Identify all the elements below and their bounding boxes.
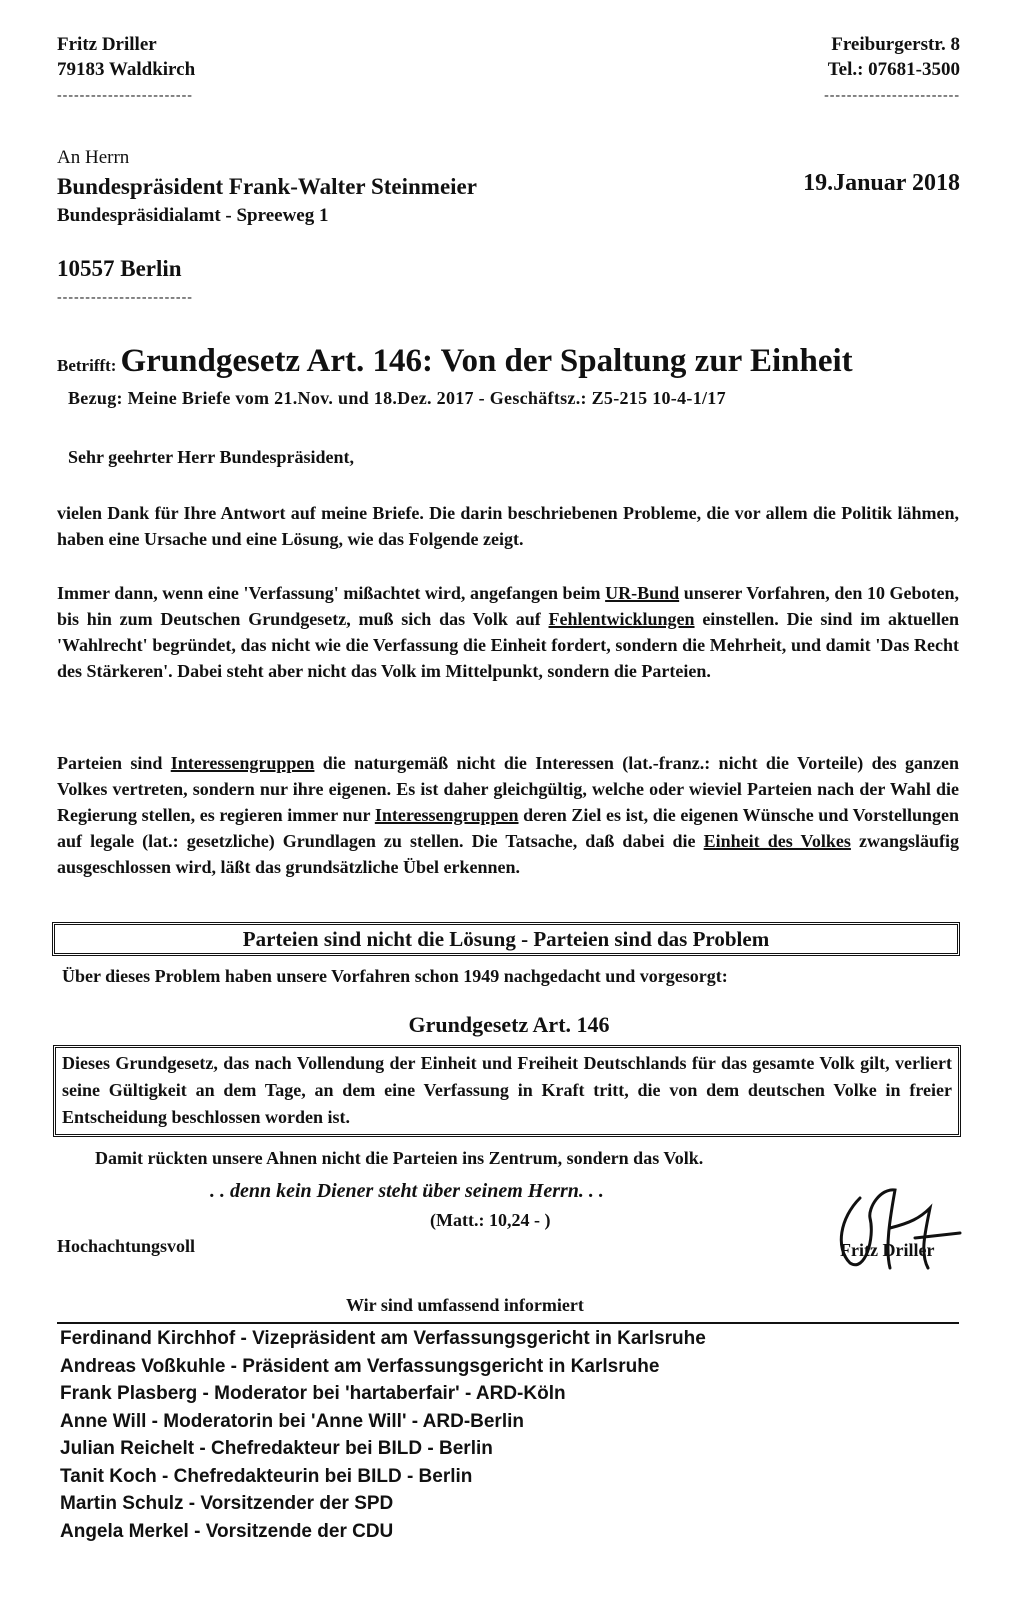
cc-item: Frank Plasberg - Moderator bei 'hartaberfair' - ARD-Köln bbox=[60, 1383, 566, 1404]
statement-box: Parteien sind nicht die Lösung - Parteien sind das Problem bbox=[52, 922, 960, 956]
cc-item: Ferdinand Kirchhof - Vizepräsident am Verfassungsgericht in Karlsruhe bbox=[60, 1328, 706, 1349]
paragraph-3: Parteien sind Interessengruppen die naturgemäß nicht die Interessen (lat.-franz.: nicht die Vorteile) des ganzen Volkes vertreten, sondern nur ihre eigenen. Es ist daher gleichgültig, welche oder wieviel Parteien nach der Wahl die Regierung stellen, es regieren immer nur Interessengruppen deren Ziel es ist, die eigenen Wünsche und Vorstellungen auf legale (lat.: gesetzliche) Grundlagen zu stellen. Die Tatsache, daß dabei die Einheit des Volkes zwangsläufig ausgeschlossen wird, läßt das grundsätzliche Übel erkennen. bbox=[57, 753, 959, 877]
term-recht-des-staerkeren: 'Das Recht des Stärkeren' bbox=[57, 635, 959, 681]
subject-title: Grundgesetz Art. 146: Von der Spaltung zur Einheit bbox=[120, 343, 853, 379]
contact-divider: ------------------------ bbox=[824, 88, 960, 103]
recipient-salutation: An Herrn bbox=[57, 147, 130, 168]
quote-source: (Matt.: 10,24 - ) bbox=[430, 1210, 551, 1230]
article-heading: Grundgesetz Art. 146 bbox=[408, 1012, 610, 1037]
term-urbund: UR-Bund bbox=[605, 583, 680, 603]
recipient-divider: ------------------------ bbox=[57, 290, 193, 305]
term-grundgesetz: Deutschen Grundgesetz bbox=[160, 609, 347, 629]
sender-phone: Tel.: 07681-3500 bbox=[827, 59, 960, 80]
term-einheit-des-volkes: Einheit des Volkes bbox=[703, 831, 851, 851]
term-fehlentwicklungen: Fehlentwicklungen bbox=[548, 609, 695, 629]
cc-item: Julian Reichelt - Chefredakteur bei BILD - Berlin bbox=[60, 1438, 493, 1459]
sender-divider: ------------------------ bbox=[57, 88, 193, 103]
cc-divider bbox=[57, 1322, 959, 1324]
ahnen-line: Damit rückten unsere Ahnen nicht die Parteien ins Zentrum, sondern das Volk. bbox=[95, 1148, 704, 1168]
paragraph-1: vielen Dank für Ihre Antwort auf meine Briefe. Die darin beschriebenen Probleme, die vor allem die Politik lähmen, haben eine Ursache und eine Lösung, wie das Folgende zeigt. bbox=[57, 503, 959, 549]
paragraph-2: Immer dann, wenn eine 'Verfassung' mißachtet wird, angefangen beim UR-Bund unserer Vorfahren, den 10 Geboten, bis hin zum Deutschen Grundgesetz, muß sich das Volk auf Fehlentwicklungen einstellen. Die sind im aktuellen 'Wahlrecht' begründet, das nicht wie die Verfassung die Einheit fordert, sondern die Mehrheit, und damit 'Das Recht des Stärkeren'. Dabei steht aber nicht das Volk im Mittelpunkt, sondern die Parteien. bbox=[57, 583, 960, 681]
signature-scribble bbox=[820, 1178, 970, 1278]
bible-quote: . . denn kein Diener steht über seinem Herrn. . . bbox=[210, 1180, 604, 1202]
provision-line: Über dieses Problem haben unsere Vorfahren schon 1949 nachgedacht und vorgesorgt: bbox=[62, 966, 728, 986]
cc-item: Martin Schulz - Vorsitzender der SPD bbox=[60, 1493, 394, 1514]
cc-item: Angela Merkel - Vorsitzende der CDU bbox=[60, 1520, 394, 1542]
letter-date: 19.Januar 2018 bbox=[803, 170, 960, 196]
recipient-name: Bundespräsident Frank-Walter Steinmeier bbox=[57, 174, 477, 199]
sender-address bbox=[57, 32, 195, 82]
greeting: Sehr geehrter Herr Bundespräsident, bbox=[68, 447, 354, 467]
recipient-city: 10557 Berlin bbox=[57, 256, 182, 281]
informed-heading: Wir sind umfassend informiert bbox=[346, 1295, 584, 1315]
sender-name: Fritz Driller bbox=[57, 34, 157, 55]
subject-label: Betrifft: bbox=[57, 356, 117, 375]
cc-item: Tanit Koch - Chefredakteurin bei BILD - Berlin bbox=[60, 1465, 473, 1487]
term-interessengruppen: Interessengruppen bbox=[170, 753, 315, 773]
sender-city: 79183 Waldkirch bbox=[57, 59, 196, 80]
sender-contact bbox=[828, 32, 960, 82]
signature-name: Fritz Driller bbox=[840, 1240, 935, 1260]
term-interessengruppen-2: Interessengruppen bbox=[374, 805, 519, 825]
article-text-box: Dieses Grundgesetz, das nach Vollendung der Einheit und Freiheit Deutschlands für das gesamte Volk gilt, verliert seine Gültigkeit an dem Tage, an dem eine Verfassung in Kraft tritt, die von dem deutschen Volke in freier Entscheidung beschlossen worden ist. bbox=[53, 1045, 961, 1137]
sender-street: Freiburgerstr. 8 bbox=[831, 34, 960, 55]
term-verfassung: 'Verfassung' bbox=[243, 583, 339, 603]
cc-item: Andreas Voßkuhle - Präsident am Verfassungsgericht in Karlsruhe bbox=[60, 1355, 660, 1377]
cc-item: Anne Will - Moderatorin bei 'Anne Will' - ARD-Berlin bbox=[60, 1410, 524, 1432]
closing: Hochachtungsvoll bbox=[57, 1236, 196, 1256]
recipient-office: Bundespräsidialamt - Spreeweg 1 bbox=[57, 205, 329, 226]
term-wahlrecht: 'Wahlrecht' bbox=[57, 635, 148, 655]
cc-list bbox=[60, 1325, 706, 1545]
reference-line: Bezug: Meine Briefe vom 21.Nov. und 18.Dez. 2017 - Geschäftsz.: Z5-215 10-4-1/17 bbox=[68, 388, 726, 408]
subject-line bbox=[57, 343, 853, 380]
recipient-address bbox=[57, 143, 477, 230]
term-gebote: 10 Geboten bbox=[866, 583, 955, 603]
